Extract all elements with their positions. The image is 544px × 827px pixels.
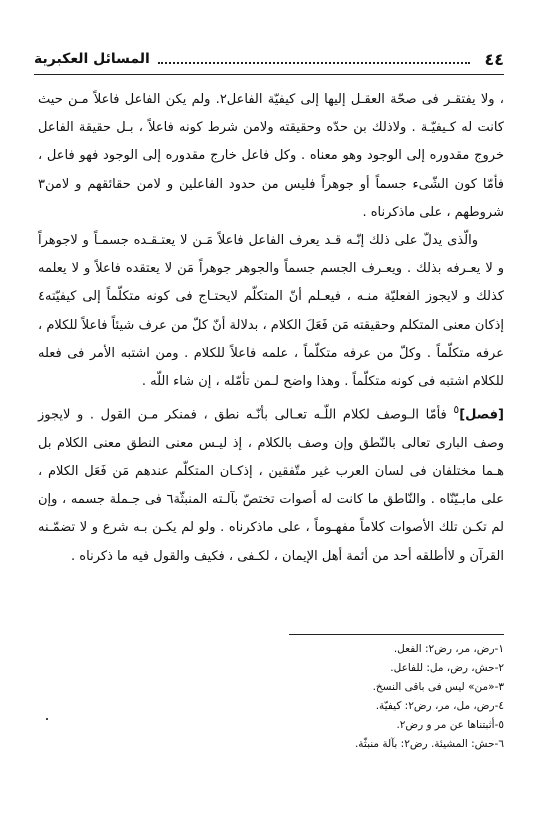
- footnotes: [144, 640, 504, 754]
- footnote-item: ٦-حش: المشيئة. رض٢: بآلة منبثّة.: [354, 738, 504, 750]
- running-header: [34, 48, 504, 70]
- paragraph-1: ، ولا يفتقـر فى صحّة العقـل إلیها إلى كيفيّة الفاعل٢. ولم يكن الفاعل فاعلاً مـن حيث كانت له كـيفيّـة . ولاذلك بن حدّه وحقيقته ولامن شرط كونه فاعلاً ، بـل حقيقة الفاعل خروج مقدوره إلى الوجود وهو معناه . وكل فاعل خارج مقدوره إلى الوجود فهو فاعل ، فأمّا كون الشّىء جسماً أو جوهراً فليس من حدود الفاعلين و لامن حقائقهم و لامن٣ شروطهم ، على ماذكرناه .: [38, 92, 504, 220]
- paragraph-2: والّذى يدلّ على ذلك إنّـه قـد يعرف الفاعل فاعلاً مَـن لا يعتـقـده جسمـاً و لاجوهراً و لا يعـرفه بذلك . ويعـرف الجسم جسماً والجوهر جوهراً مَن لا يعتقده فاعلاً و لا يعلمه كذلك و لايجوز الفعليّة منـه ، فيعـلم أنّ المتكلّم لايحتـاج فى كونه متكلّماً إلى كيفيّته٤ إذكان معنى المتكلم وحقيقته مَن فَعَلَ الكلام ، بدلالة أنّ كلّ من عرف شيئاً فاعلاً للكلام ، عرفه متكلّماً . وكلّ من عرفه متكلّماً ، علمه فاعلاً للكلام . ومن اشتبه الأمر فى فعله للكلام اشتبه فى كونه متكلّماً . وهذا واضح لـمن تأمّله ، إن شاء اللّه .: [38, 233, 504, 390]
- footnote-item: ٥-أثبتناها عن مر و رض٢.: [396, 719, 504, 731]
- fasl-label: [فصل]: [459, 407, 504, 423]
- main-text: [38, 86, 504, 571]
- fasl-footnote-ref: ٥: [453, 403, 460, 417]
- paragraph-fasl: [38, 396, 504, 571]
- page-number: ٤٤: [484, 49, 504, 69]
- footnote-item: ١-رض، مر، رض٢: الفعل.: [393, 643, 504, 655]
- header-dot-leader: [158, 54, 471, 64]
- footnote-item: ٣-«من» ليس فى باقى النسخ.: [372, 681, 504, 693]
- footnote-item: ٢-حش، رض، مل: للفاعل.: [390, 662, 504, 674]
- footnote-separator: [289, 634, 504, 635]
- header-title: المسائل العكبرية: [34, 51, 150, 67]
- scan-speck: [46, 718, 48, 720]
- fasl-text: فأمّا الـوصف لكلام اللّـه تعـالى بأنّـه نطق ، فمنكر مـن القول . و لايجوز وصف البارى تعالى بالنّطق وإن وصف بالكلام ، إذ ليـس معنى النطق معنى الكلام بل هـما مختلفان فى لسان العرب غير متّفقين ، إذكـان المتكلّم عندهم مَن فَعَل الكلام ، على مابـيّنّاه . والنّاطق ما كانت له أصوات تختصّ بآلـته المنبثّة٦ فى جـملة جسمه ، وإن لم تكـن تلك الأصوات كلاماً مفهـوماً ، على ماذكرناه . ولو لم يكـن بـه شرع و لا تضمّـنه القرآن و لاأطلقه أحد من أئمة أهل الإيمان ، لكـفى ، فكيف والقول فيه ما ذكرناه .: [38, 407, 504, 564]
- header-rule: [34, 74, 504, 75]
- footnote-item: ٤-رض، مل، مر، رض٢: كيفيّة.: [375, 700, 504, 712]
